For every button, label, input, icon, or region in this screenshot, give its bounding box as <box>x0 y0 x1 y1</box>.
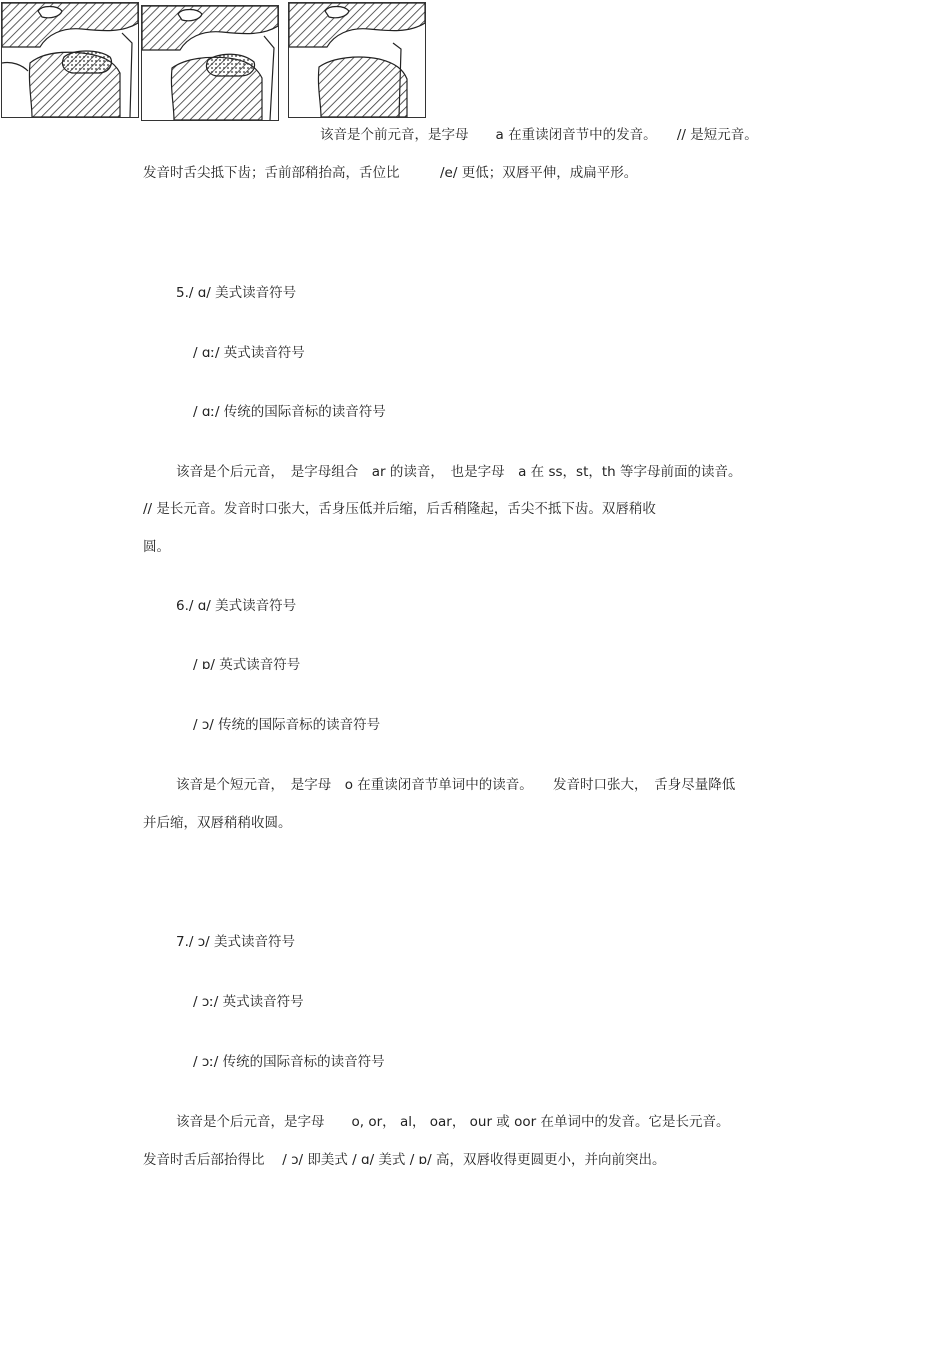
section-5-ipa: / ɑː/ 传统的国际音标的读音符号 <box>193 404 386 420</box>
section-6-heading: 6./ ɑ/ 美式读音符号 <box>176 598 297 614</box>
section-7-british: / ɔː/ 英式读音符号 <box>193 994 304 1010</box>
section-7-desc-1: 该音是个后元音，是字母 o, or， al， oar， our 或 oor 在单词中的发音。它是长元音。 <box>176 1114 730 1130</box>
mouth-diagram-1 <box>1 2 139 118</box>
section-6-british: / ɒ/ 英式读音符号 <box>193 657 301 673</box>
section-5-desc-2: // 是长元音。发音时口张大，舌身压低并后缩，后舌稍隆起，舌尖不抵下齿。双唇稍收 <box>143 501 656 517</box>
section-6-desc-1: 该音是个短元音， 是字母 o 在重读闭音节单词中的读音。 发音时口张大， 舌身尽量降低 <box>176 777 736 793</box>
section-5-british: / ɑː/ 英式读音符号 <box>193 345 305 361</box>
intro-line-2: 发音时舌尖抵下齿；舌前部稍抬高，舌位比 /e/ 更低；双唇平伸，成扁平形。 <box>143 165 638 181</box>
mouth-diagrams <box>0 0 430 120</box>
section-5-desc-3: 圆。 <box>143 539 170 555</box>
section-5-heading: 5./ ɑ/ 美式读音符号 <box>176 285 297 301</box>
section-5-desc-1: 该音是个后元音， 是字母组合 ar 的读音， 也是字母 a 在 ss，st，th 等字母前面的读音。 <box>176 464 742 480</box>
section-6-ipa: / ɔ/ 传统的国际音标的读音符号 <box>193 717 381 733</box>
section-6-desc-2: 并后缩，双唇稍稍收圆。 <box>143 815 292 831</box>
intro-line-1: 该音是个前元音，是字母 a 在重读闭音节中的发音。 // 是短元音。 <box>320 127 758 143</box>
section-7-heading: 7./ ɔ/ 美式读音符号 <box>176 934 295 950</box>
section-7-ipa: / ɔː/ 传统的国际音标的读音符号 <box>193 1054 385 1070</box>
section-7-desc-2: 发音时舌后部抬得比 / ɔ/ 即美式 / ɑ/ 美式 / ɒ/ 高，双唇收得更圆更小，并向前突出。 <box>143 1152 666 1168</box>
mouth-diagram-3 <box>288 2 426 118</box>
mouth-diagram-2 <box>141 5 279 121</box>
